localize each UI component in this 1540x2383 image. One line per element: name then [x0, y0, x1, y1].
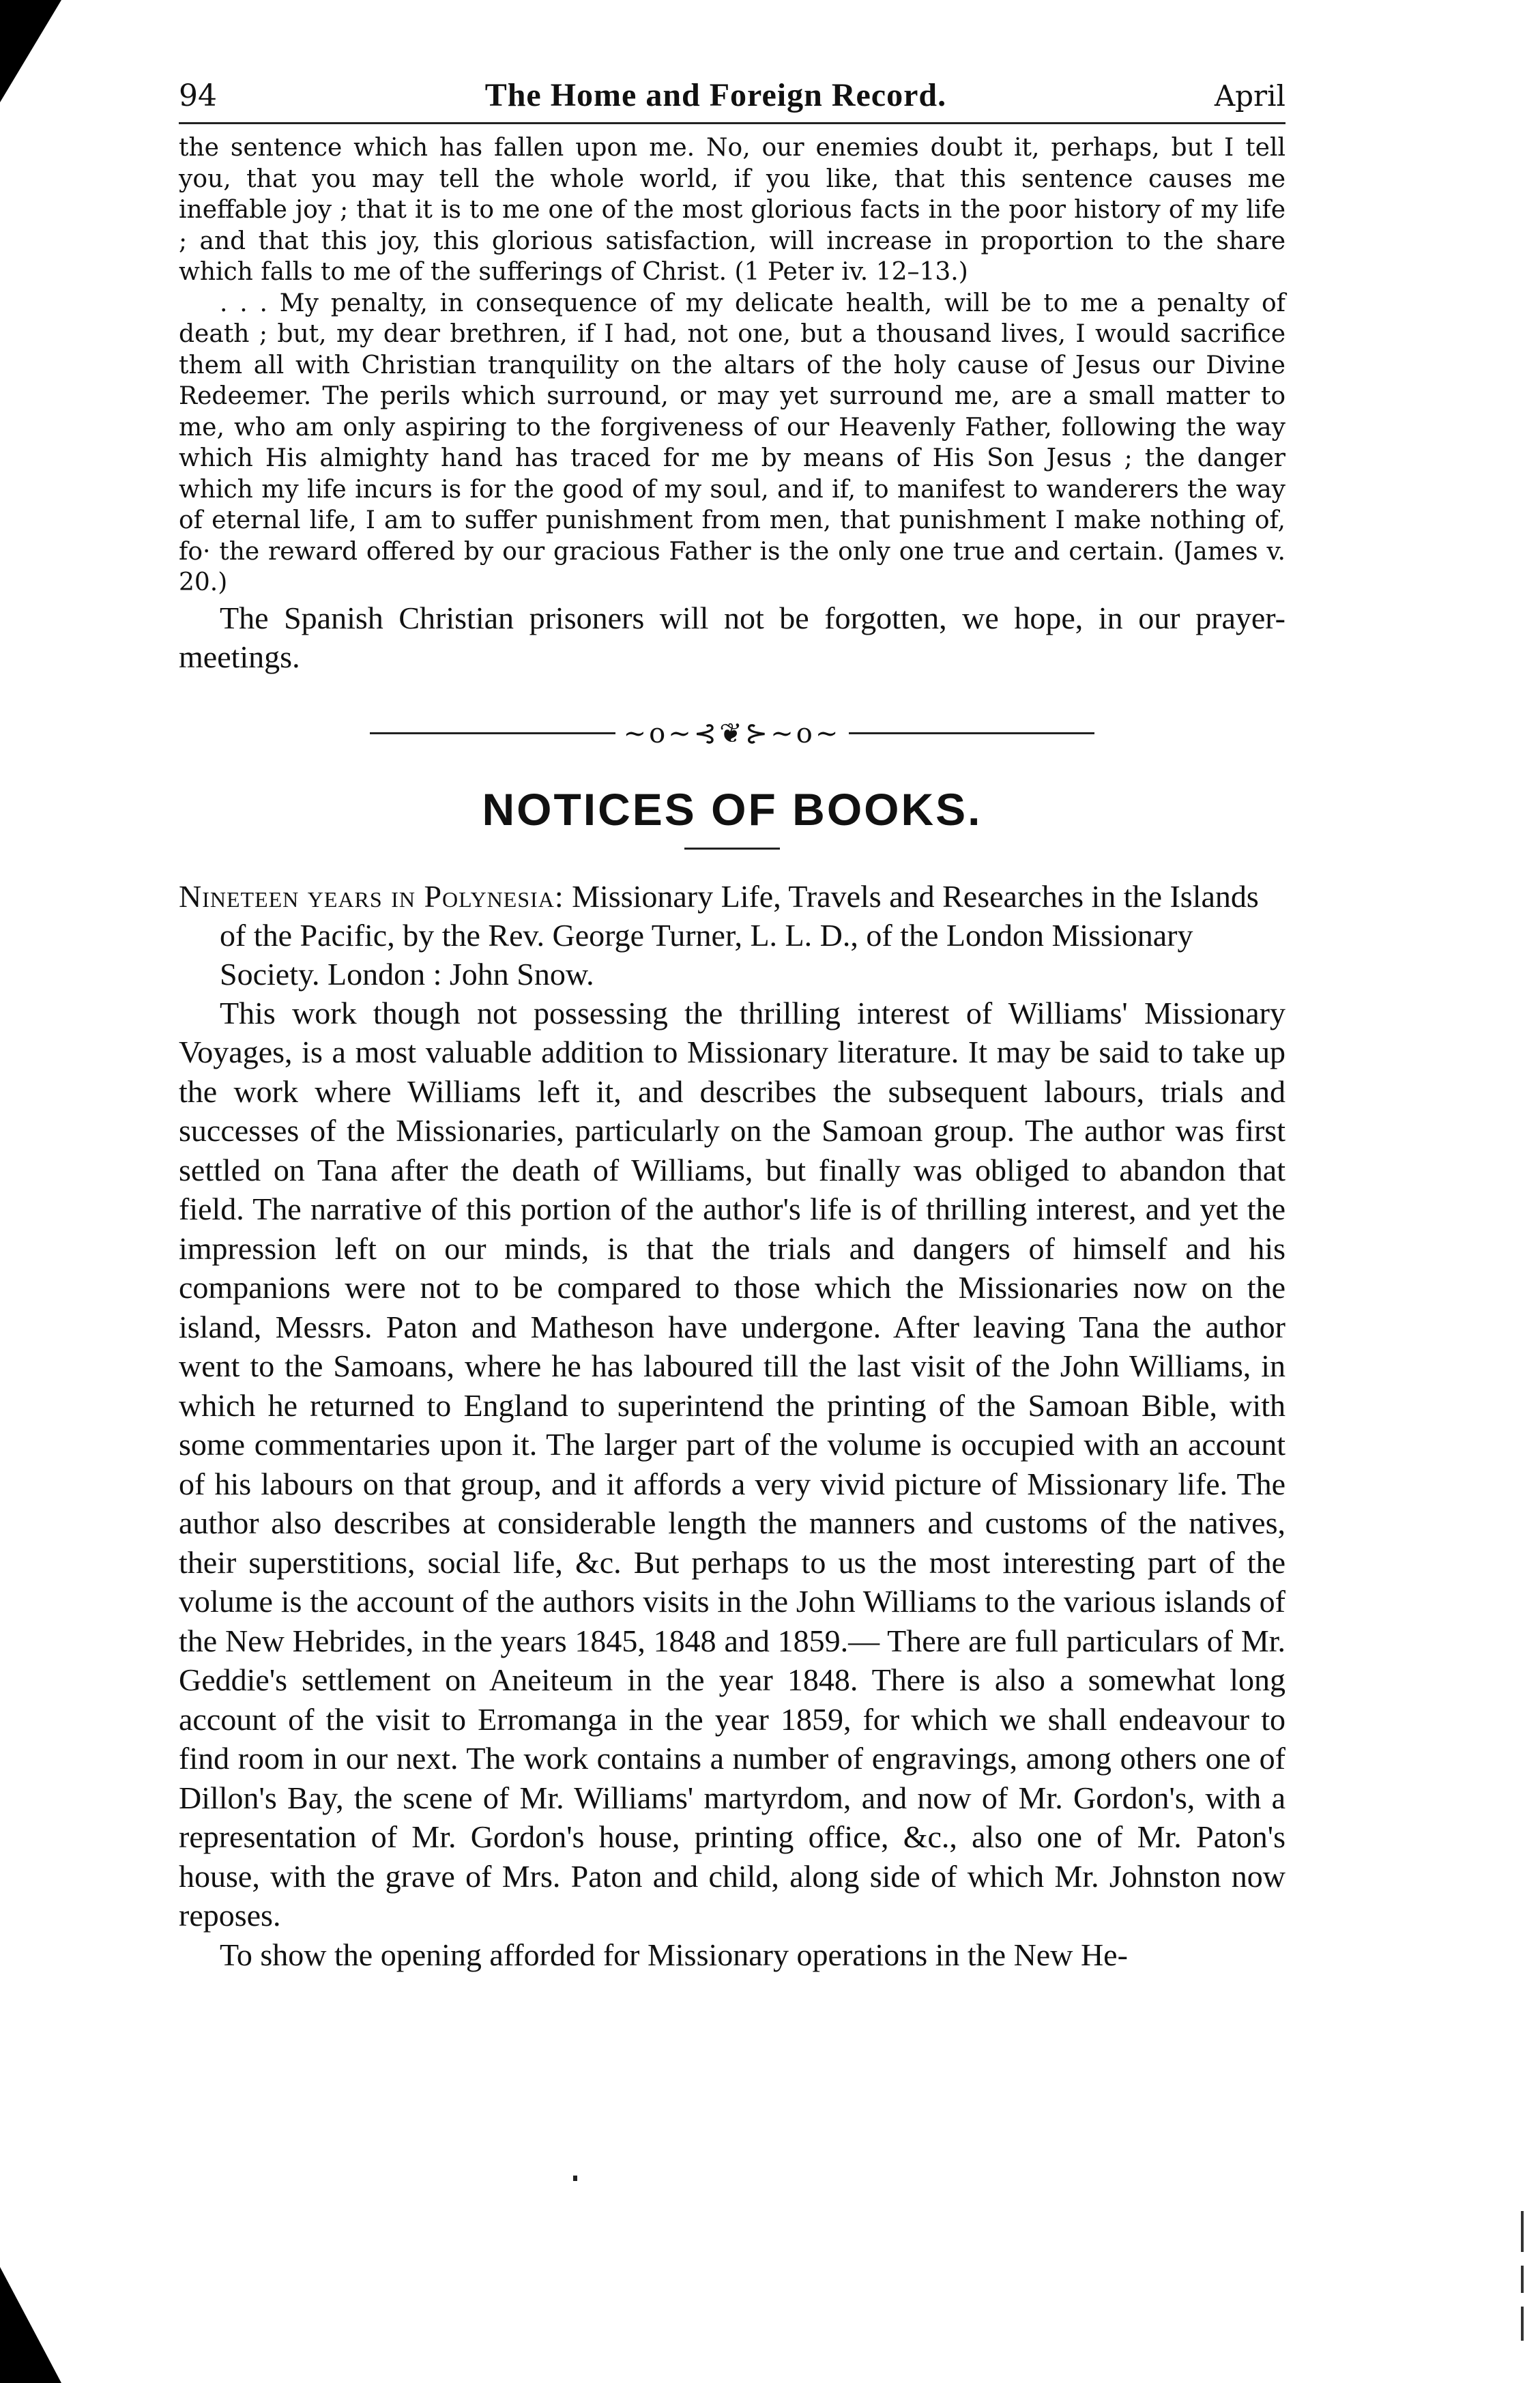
running-title: The Home and Foreign Record. — [484, 77, 947, 113]
letter-paragraph-2: . . . My penalty, in consequence of my delicate health, will be to me a penalty of death ; but, my dear brethren, if I had, not one, but a thousand lives, I would sacrifice them all with Christian tranquility on the altars of the holy cause of Jesus our Divine Redeemer. The perils which surround, or may yet surround me, are a small matter to me, who am only aspiring to the forgiveness of our Heavenly Father, following the way which His almighty hand has traced for me by means of His Son Jesus ; the danger which my life incurs is for the good of my soul, and if, to manifest to wanderers the way of eternal life, I am to suffer punishment from men, that punishment I make nothing of, fo· the reward offered by our gracious Father is the only one true and certain. (James v. 20.) — [179, 289, 1285, 596]
book-title: Nineteen years in Polynesia: — [179, 878, 564, 914]
margin-mark — [1521, 2266, 1524, 2293]
flourish-ornament: ~o~⊰❦⊱~o~ — [623, 717, 841, 749]
letter-paragraph-1: the sentence which has fallen upon me. No, our enemies doubt it, perhaps, but I tell you, that you may tell the whole world, if you like, that this sentence causes me ineffable joy ; that it is to me one of the most glorious facts in the poor history of my life ; and that this joy, this glorious satisfaction, will increase in proportion to the share which falls to me of the sufferings of Christ. (1 Peter iv. 12–13.) — [179, 134, 1285, 286]
divider-line-left — [370, 732, 615, 734]
page — [179, 76, 1285, 1974]
margin-mark — [1521, 2211, 1524, 2252]
running-header — [179, 76, 1285, 124]
book-citation — [179, 877, 1285, 994]
section-rule — [684, 848, 780, 850]
closing-paragraph: The Spanish Christian prisoners will not be forgotten, we hope, in our prayer-meetings. — [179, 600, 1285, 674]
scan-corner-top-left — [0, 0, 61, 102]
section-divider — [179, 718, 1285, 749]
page-number: 94 — [179, 78, 217, 113]
divider-line-right — [849, 732, 1094, 734]
review-paragraph-1: This work though not possessing the thrilling interest of Williams' Missionary Voyages, is a most valuable addition to Missionary literature. It may be said to take up the work where Williams left it, and describes the subsequent labours, trials and successes of the Missionaries, particularly on the Samoan group. The author was first settled on Tana after the death of Williams, but finally was obliged to abandon that field. The narrative of this portion of the author's life is of thrilling interest, and yet the impression left on our minds, is that the trials and dangers of himself and his companions were not to be compared to those which the Missionaries now on the island, Messrs. Paton and Matheson have undergone. After leaving Tana the author went to the Samoans, where he has laboured till the last visit of the John Williams, in which he returned to England to superintend the printing of the Samoan Bible, with some commentaries upon it. The larger part of the volume is occupied with an account of his labours on that group, and it affords a very vivid picture of Missionary life. The author also describes at considerable length the manners and customs of the natives, their superstitions, social life, &c. But perhaps to us the most interesting part of the volume is the account of the authors visits in the John Williams to the various islands of the New Hebrides, in the years 1845, 1848 and 1859.— There are full particulars of Mr. Geddie's settlement on Aneiteum in the year 1848. There is also a somewhat long account of the visit to Erromanga in the year 1859, for which we shall endeavour to find room in our next. The work contains a number of engravings, among others one of Dillon's Bay, the scene of Mr. Williams' martyrdom, and now of Mr. Gordon's, with a representation of Mr. Gordon's house, printing office, &c., also one of Mr. Paton's house, with the grave of Mrs. Paton and child, along side of which Mr. Johnston now reposes. — [179, 995, 1285, 1933]
issue-month: April — [1214, 79, 1285, 113]
print-speck — [573, 2176, 577, 2181]
margin-mark — [1521, 2307, 1524, 2341]
scan-corner-bottom-left — [0, 2267, 61, 2383]
review-paragraph-2: To show the opening afforded for Missionary operations in the New He- — [220, 1937, 1128, 1972]
book-details: Missionary Life, Travels and Researches in the Islands of the Pacific, by the Rev. George Turner, L. L. D., of the London Missionary Society. London : John Snow. — [220, 878, 1259, 992]
section-title: NOTICES OF BOOKS. — [482, 783, 983, 835]
margin-scan-marks — [1517, 2204, 1526, 2375]
